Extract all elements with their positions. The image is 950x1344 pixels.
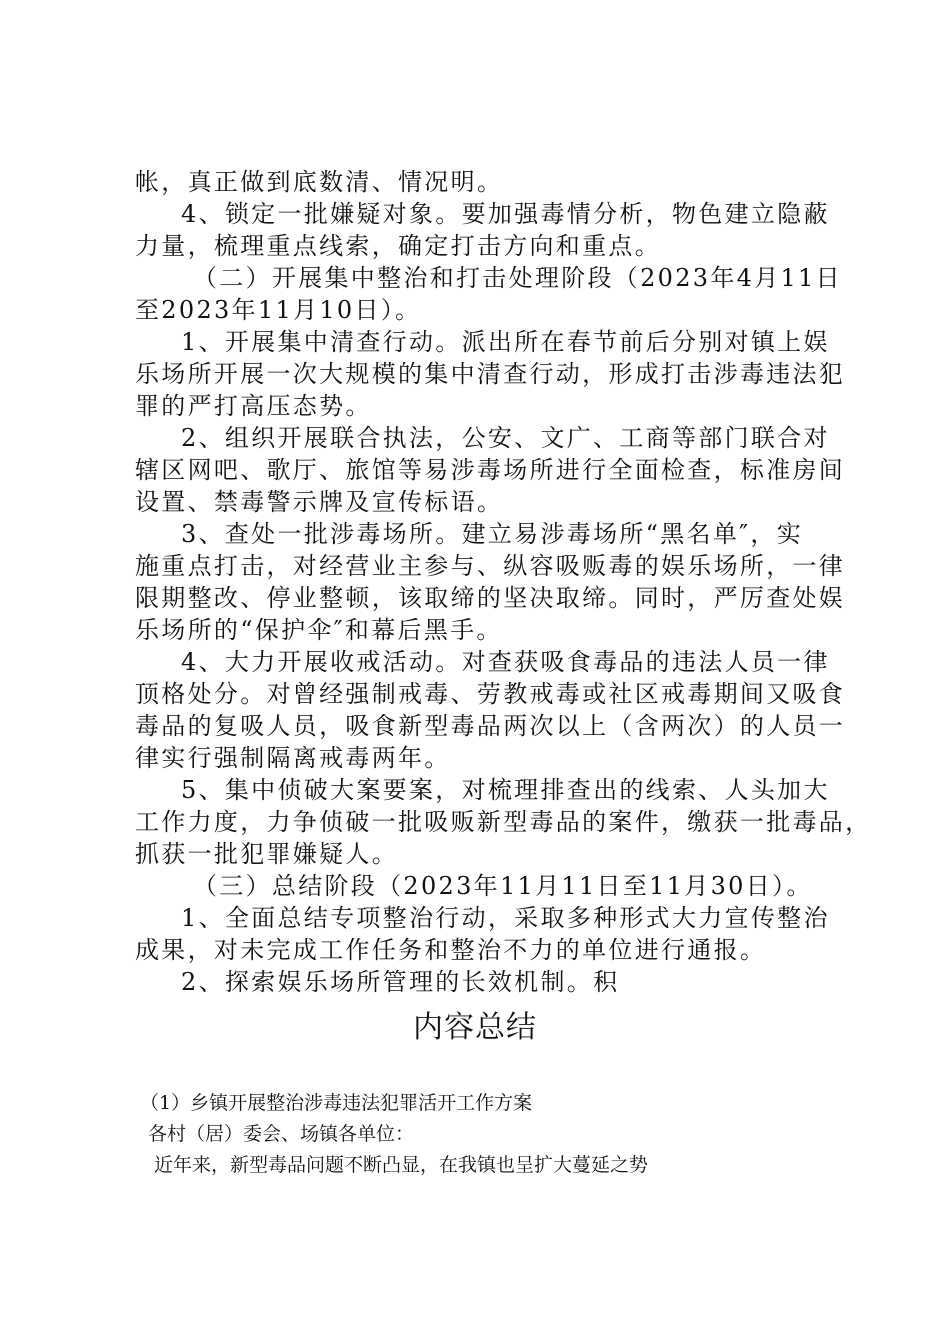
text-line: 3、查处一批涉毒场所。建立易涉毒场所“黑名单″，实 bbox=[181, 520, 804, 548]
text-line: 成果，对未完成工作任务和整治不力的单位进行通报。 bbox=[135, 936, 767, 964]
summary-title: 内容总结 bbox=[413, 1010, 537, 1045]
text-line: 帐，真正做到底数清、情况明。 bbox=[135, 168, 504, 196]
text-line: 乐场所的“保护伞″和幕后黑手。 bbox=[135, 616, 503, 644]
text-line: 设置、禁毒警示牌及宣传标语。 bbox=[135, 488, 504, 516]
text-line: 2、组织开展联合执法，公安、文广、工商等部门联合对 bbox=[181, 424, 830, 452]
text-line: 律实行强制隔离戒毒两年。 bbox=[135, 744, 451, 772]
text-line: 工作力度，力争侦破一批吸贩新型毒品的案件，缴获一批毒品， bbox=[135, 808, 872, 836]
text-line: 顶格处分。对曾经强制戒毒、劳教戒毒或社区戒毒期间又吸食 bbox=[135, 680, 846, 708]
section-heading: （二）开展集中整治和打击处理阶段（2023年4月11日 bbox=[193, 264, 842, 292]
text-line: 1、全面总结专项整治行动，采取多种形式大力宣传整治 bbox=[181, 904, 830, 932]
text-line: 施重点打击，对经营业主参与、纵容吸贩毒的娱乐场所，一律 bbox=[135, 552, 846, 580]
text-line: 4、锁定一批嫌疑对象。要加强毒情分析，物色建立隐蔽 bbox=[181, 200, 830, 228]
text-line: 力量，梳理重点线索，确定打击方向和重点。 bbox=[135, 232, 661, 260]
summary-item: 各村（居）委会、场镇各单位： bbox=[148, 1123, 415, 1145]
summary-item: 近年来，新型毒品问题不断凸显，在我镇也呈扩大蔓延之势 bbox=[154, 1154, 649, 1176]
text-line: 抓获一批犯罪嫌疑人。 bbox=[135, 840, 398, 868]
text-line: 罪的严打高压态势。 bbox=[135, 392, 372, 420]
text-line: 至2023年11月10日）。 bbox=[135, 296, 422, 324]
section-heading: （三）总结阶段（2023年11月11日至11月30日）。 bbox=[193, 872, 813, 900]
text-line: 1、开展集中清查行动。派出所在春节前后分别对镇上娱 bbox=[181, 328, 830, 356]
text-line: 乐场所开展一次大规模的集中清查行动，形成打击涉毒违法犯 bbox=[135, 360, 846, 388]
text-line: 毒品的复吸人员，吸食新型毒品两次以上（含两次）的人员一 bbox=[135, 712, 846, 740]
text-line: 2、探索娱乐场所管理的长效机制。积 bbox=[181, 968, 620, 996]
summary-item: （1）乡镇开展整治涉毒违法犯罪活开工作方案 bbox=[140, 1092, 533, 1114]
summary-section bbox=[140, 1088, 840, 1181]
document-body bbox=[135, 166, 872, 998]
text-line: 5、集中侦破大案要案，对梳理排查出的线索、人头加大 bbox=[181, 776, 830, 804]
text-line: 辖区网吧、歌厅、旅馆等易涉毒场所进行全面检查，标准房间 bbox=[135, 456, 846, 484]
text-line: 限期整改、停业整顿，该取缔的坚决取缔。同时，严厉查处娱 bbox=[135, 584, 846, 612]
text-line: 4、大力开展收戒活动。对查获吸食毒品的违法人员一律 bbox=[181, 648, 830, 676]
